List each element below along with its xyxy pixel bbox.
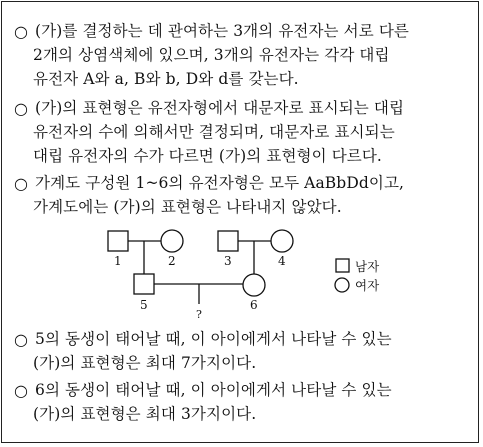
bullet-icon: ○	[14, 174, 28, 193]
unknown-child-label: ?	[196, 308, 202, 321]
legend-male-icon	[336, 259, 349, 272]
legend-male-label: 남자	[355, 259, 380, 274]
statement-line: 유전자의 수에 의해서만 결정되며, 대문자로 표시되는	[33, 123, 395, 141]
statement-line: 2개의 상염색체에 있으며, 3개의 유전자는 각각 대립	[33, 46, 390, 64]
member-label-1: 1	[114, 254, 122, 268]
member-label-6: 6	[250, 298, 258, 312]
claim-line: 6의 동생이 태어날 때, 이 아이에게서 나타날 수 있는	[35, 381, 392, 399]
statement-line: (가)를 결정하는 데 관여하는 3개의 유전자는 서로 다른	[35, 22, 409, 40]
bullet-icon: ○	[14, 99, 28, 118]
member-label-5: 5	[140, 298, 148, 312]
legend-female-icon	[335, 278, 349, 292]
claim-line: 5의 동생이 태어날 때, 이 아이에게서 나타날 수 있는	[35, 330, 392, 348]
legend-female-label: 여자	[355, 278, 380, 293]
bullet-icon: ○	[14, 330, 28, 349]
member-6-female	[243, 274, 265, 296]
statement-line: 대립 유전자의 수가 다르면 (가)의 표현형이 다르다.	[33, 147, 382, 165]
claim-line: (가)의 표현형은 최대 7가지이다.	[33, 354, 257, 372]
member-2-female	[161, 230, 183, 252]
member-3-male	[218, 231, 238, 251]
member-label-4: 4	[278, 254, 286, 268]
claim-line: (가)의 표현형은 최대 3가지이다.	[33, 405, 257, 423]
member-1-male	[108, 231, 128, 251]
statement-line: 가계도 구성원 1~6의 유전자형은 모두 AaBbDd이고,	[35, 174, 405, 192]
member-5-male	[134, 274, 154, 294]
member-label-3: 3	[224, 254, 232, 268]
statement-line: (가)의 표현형은 유전자형에서 대문자로 표시되는 대립	[35, 99, 405, 117]
bullet-icon: ○	[14, 22, 28, 41]
bullet-icon: ○	[14, 381, 28, 400]
statement-line: 유전자 A와 a, B와 b, D와 d를 갖는다.	[33, 70, 299, 88]
member-4-female	[271, 230, 293, 252]
statement-line: 가계도에는 (가)의 표현형은 나타내지 않았다.	[33, 198, 342, 216]
member-label-2: 2	[168, 254, 176, 268]
pedigree-chart	[0, 222, 483, 322]
